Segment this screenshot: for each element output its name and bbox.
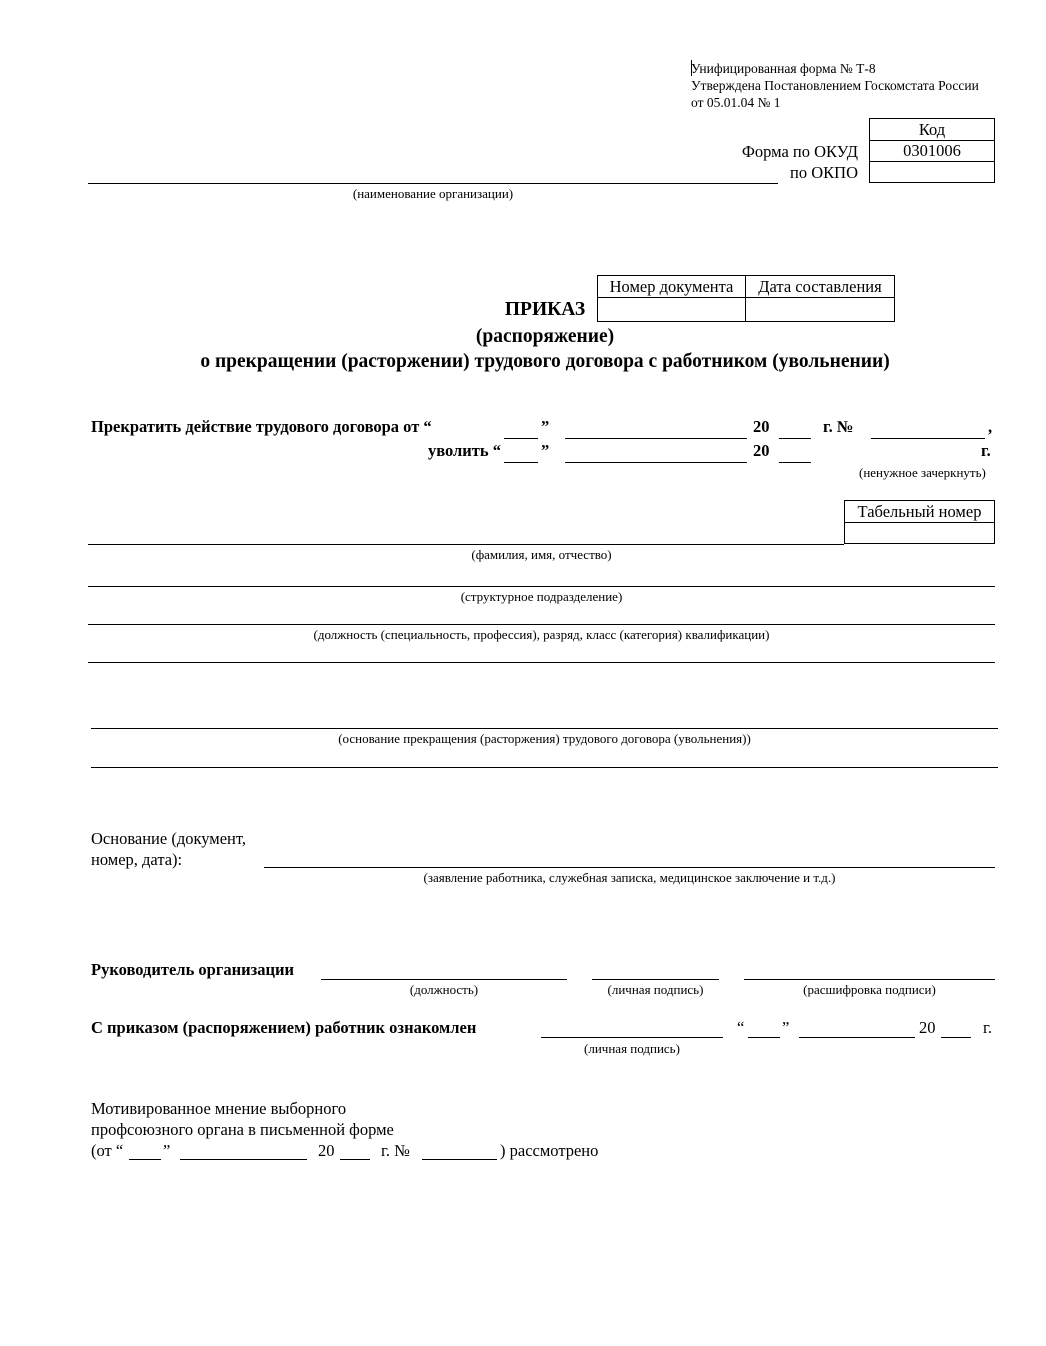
- contract-g-no: г. №: [823, 417, 854, 436]
- grounds-line-2[interactable]: [91, 767, 998, 768]
- ack-g: г.: [983, 1018, 993, 1037]
- union-month-line[interactable]: [180, 1159, 307, 1160]
- fio-line[interactable]: [88, 544, 844, 545]
- union-reviewed: ) рассмотрено: [500, 1141, 599, 1160]
- contract-comma: ,: [988, 417, 993, 436]
- contract-close-quote: ”: [541, 417, 550, 436]
- tab-number-header: Табельный номер: [845, 501, 995, 523]
- fio-caption: (фамилия, имя, отчество): [471, 547, 612, 562]
- strike-note: (ненужное зачеркнуть): [859, 465, 986, 480]
- order-subtitle: (распоряжение): [475, 326, 615, 347]
- ack-month-line[interactable]: [799, 1037, 915, 1038]
- tab-number-table: [844, 500, 995, 544]
- basis-caption: (заявление работника, служебная записка, медицинское заключение и т.д.): [423, 870, 836, 885]
- ack-day-line[interactable]: [748, 1037, 780, 1038]
- contract-day-line[interactable]: [504, 438, 538, 439]
- union-year-prefix: 20: [318, 1141, 335, 1160]
- doc-number-header: Номер документа: [598, 276, 746, 298]
- head-label: Руководитель организации: [91, 960, 295, 979]
- dept-caption: (структурное подразделение): [460, 589, 623, 604]
- dismiss-label: уволить “: [427, 441, 501, 460]
- position-line-2[interactable]: [88, 662, 995, 663]
- codes-table: [869, 118, 995, 183]
- approval-date-text: от 05.01.04 № 1: [691, 95, 781, 110]
- union-close-quote: ”: [163, 1141, 171, 1160]
- contract-year-line[interactable]: [779, 438, 811, 439]
- order-topic: о прекращении (расторжении) трудового договора с работником (увольнении): [200, 351, 890, 372]
- head-position-caption: (должность): [409, 982, 479, 997]
- contract-number-line[interactable]: [871, 438, 985, 439]
- ack-open-quote: “: [737, 1018, 745, 1037]
- text-cursor: [691, 60, 692, 76]
- union-line1: Мотивированное мнение выборного: [91, 1099, 347, 1118]
- doc-date-header: Дата составления: [746, 276, 895, 298]
- basis-label-line1: Основание (документ,: [91, 829, 246, 848]
- ack-signature-caption: (личная подпись): [584, 1041, 680, 1056]
- basis-label-line2: номер, дата):: [91, 850, 183, 869]
- union-g-no: г. №: [381, 1141, 410, 1160]
- okpo-label: по ОКПО: [790, 163, 858, 182]
- union-from-label: (от “: [91, 1141, 124, 1160]
- union-number-line[interactable]: [422, 1159, 497, 1160]
- form-number-text: Унифицированная форма № Т-8: [691, 61, 876, 76]
- contract-month-line[interactable]: [565, 438, 747, 439]
- contract-year-prefix: 20: [753, 417, 770, 436]
- code-header: Код: [870, 119, 995, 141]
- basis-label: [91, 828, 246, 870]
- ack-label: С приказом (распоряжением) работник ознакомлен: [91, 1018, 477, 1037]
- position-line[interactable]: [88, 624, 995, 625]
- position-caption: (должность (специальность, профессия), разряд, класс (категория) квалификации): [313, 627, 770, 642]
- head-signature-caption: (личная подпись): [607, 982, 704, 997]
- order-title: ПРИКАЗ: [504, 299, 586, 320]
- head-position-line[interactable]: [321, 979, 567, 980]
- grounds-line[interactable]: [91, 728, 998, 729]
- ack-close-quote: ”: [782, 1018, 790, 1037]
- dismiss-g: г.: [981, 441, 991, 460]
- union-year-line[interactable]: [340, 1159, 370, 1160]
- form-header: [691, 60, 1031, 111]
- union-text: [91, 1099, 394, 1140]
- head-decode-line[interactable]: [744, 979, 995, 980]
- head-signature-line[interactable]: [592, 979, 719, 980]
- head-decode-caption: (расшифровка подписи): [803, 982, 936, 997]
- tab-number-cell[interactable]: [845, 523, 995, 544]
- dismiss-day-line[interactable]: [504, 462, 538, 463]
- dept-line[interactable]: [88, 586, 995, 587]
- dismiss-close-quote: ”: [541, 441, 550, 460]
- org-name-caption: (наименование организации): [352, 186, 514, 201]
- dismiss-year-prefix: 20: [753, 441, 770, 460]
- org-name-line[interactable]: [88, 183, 778, 184]
- terminate-label: Прекратить действие трудового договора от “: [91, 417, 432, 436]
- okud-label: Форма по ОКУД: [741, 142, 858, 161]
- grounds-caption: (основание прекращения (расторжения) трудового договора (увольнения)): [338, 731, 751, 746]
- union-day-line[interactable]: [129, 1159, 161, 1160]
- union-line2: профсоюзного органа в письменной форме: [91, 1119, 394, 1139]
- approval-text: Утверждена Постановлением Госкомстата России: [691, 78, 979, 93]
- okud-value[interactable]: 0301006: [870, 141, 995, 162]
- ack-signature-line[interactable]: [541, 1037, 723, 1038]
- ack-year-prefix: 20: [919, 1018, 936, 1037]
- ack-year-line[interactable]: [941, 1037, 971, 1038]
- okpo-value[interactable]: [870, 162, 995, 183]
- dismiss-month-line[interactable]: [565, 462, 747, 463]
- basis-line[interactable]: [264, 867, 995, 868]
- dismiss-year-line[interactable]: [779, 462, 811, 463]
